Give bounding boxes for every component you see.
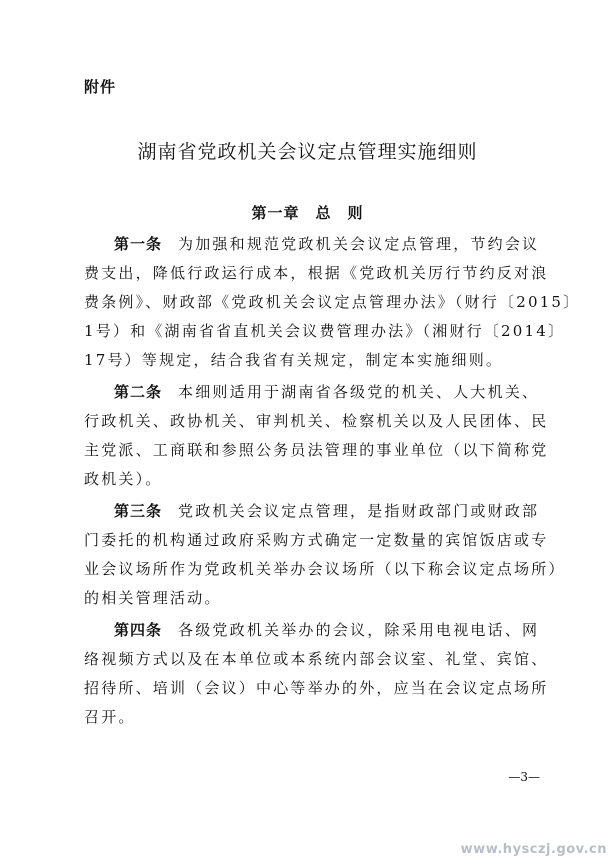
article-4	[84, 616, 549, 732]
document-body	[84, 230, 581, 732]
article-heading: 第四条	[114, 621, 163, 639]
article-line: 络视频方式以及在本单位或本系统内部会议室、礼堂、宾馆、	[84, 650, 549, 668]
article-line: 第一条 为加强和规范党政机关会议定点管理，节约会议	[114, 235, 540, 253]
document-title: 湖南省党政机关会议定点管理实施细则	[137, 141, 478, 163]
article-heading: 第二条	[114, 383, 163, 401]
article-line: 费支出，降低行政运行成本，根据《党政机关厉行节约反对浪	[84, 264, 549, 282]
article-line: 的相关管理活动。	[84, 589, 222, 607]
chapter-heading: 第一章 总 则	[251, 204, 364, 222]
page-number: —3—	[508, 770, 540, 784]
article-line: 17号）等规定，结合我省有关规定，制定本实施细则。	[84, 351, 504, 369]
article-line: 门委托的机构通过政府采购方式确定一定数量的宾馆饭店或专	[84, 531, 549, 549]
article-heading: 第一条	[114, 235, 163, 253]
article-line: 招待所、培训（会议）中心等举办的外，应当在会议定点场所	[84, 679, 549, 697]
article-line: 第四条 各级党政机关举办的会议，除采用电视电话、网	[114, 621, 540, 639]
article-line: 第三条 党政机关会议定点管理，是指财政部门或财政部	[114, 502, 540, 520]
article-line: 召开。	[84, 708, 136, 726]
article-line: 1号）和《湖南省省直机关会议费管理办法》（湘财行〔2014〕	[84, 322, 566, 340]
article-line: 费条例》、财政部《党政机关会议定点管理办法》（财行〔2015〕	[84, 293, 581, 311]
article-2	[84, 378, 549, 494]
article-1	[84, 230, 581, 375]
site-watermark: www.hysczj.gov.cn	[460, 842, 607, 857]
article-line: 主党派、工商联和参照公务员法管理的事业单位（以下简称党	[84, 441, 549, 459]
article-line: 政机关）。	[84, 470, 163, 488]
article-line: 第二条 本细则适用于湖南省各级党的机关、人大机关、	[114, 383, 540, 401]
article-heading: 第三条	[114, 502, 163, 520]
article-line: 业会议场所作为党政机关举办会议场所（以下称会议定点场所）	[84, 560, 566, 578]
attachment-label: 附件	[84, 78, 117, 96]
article-3	[84, 497, 566, 613]
article-line: 行政机关、政协机关、审判机关、检察机关以及人民团体、民	[84, 412, 549, 430]
